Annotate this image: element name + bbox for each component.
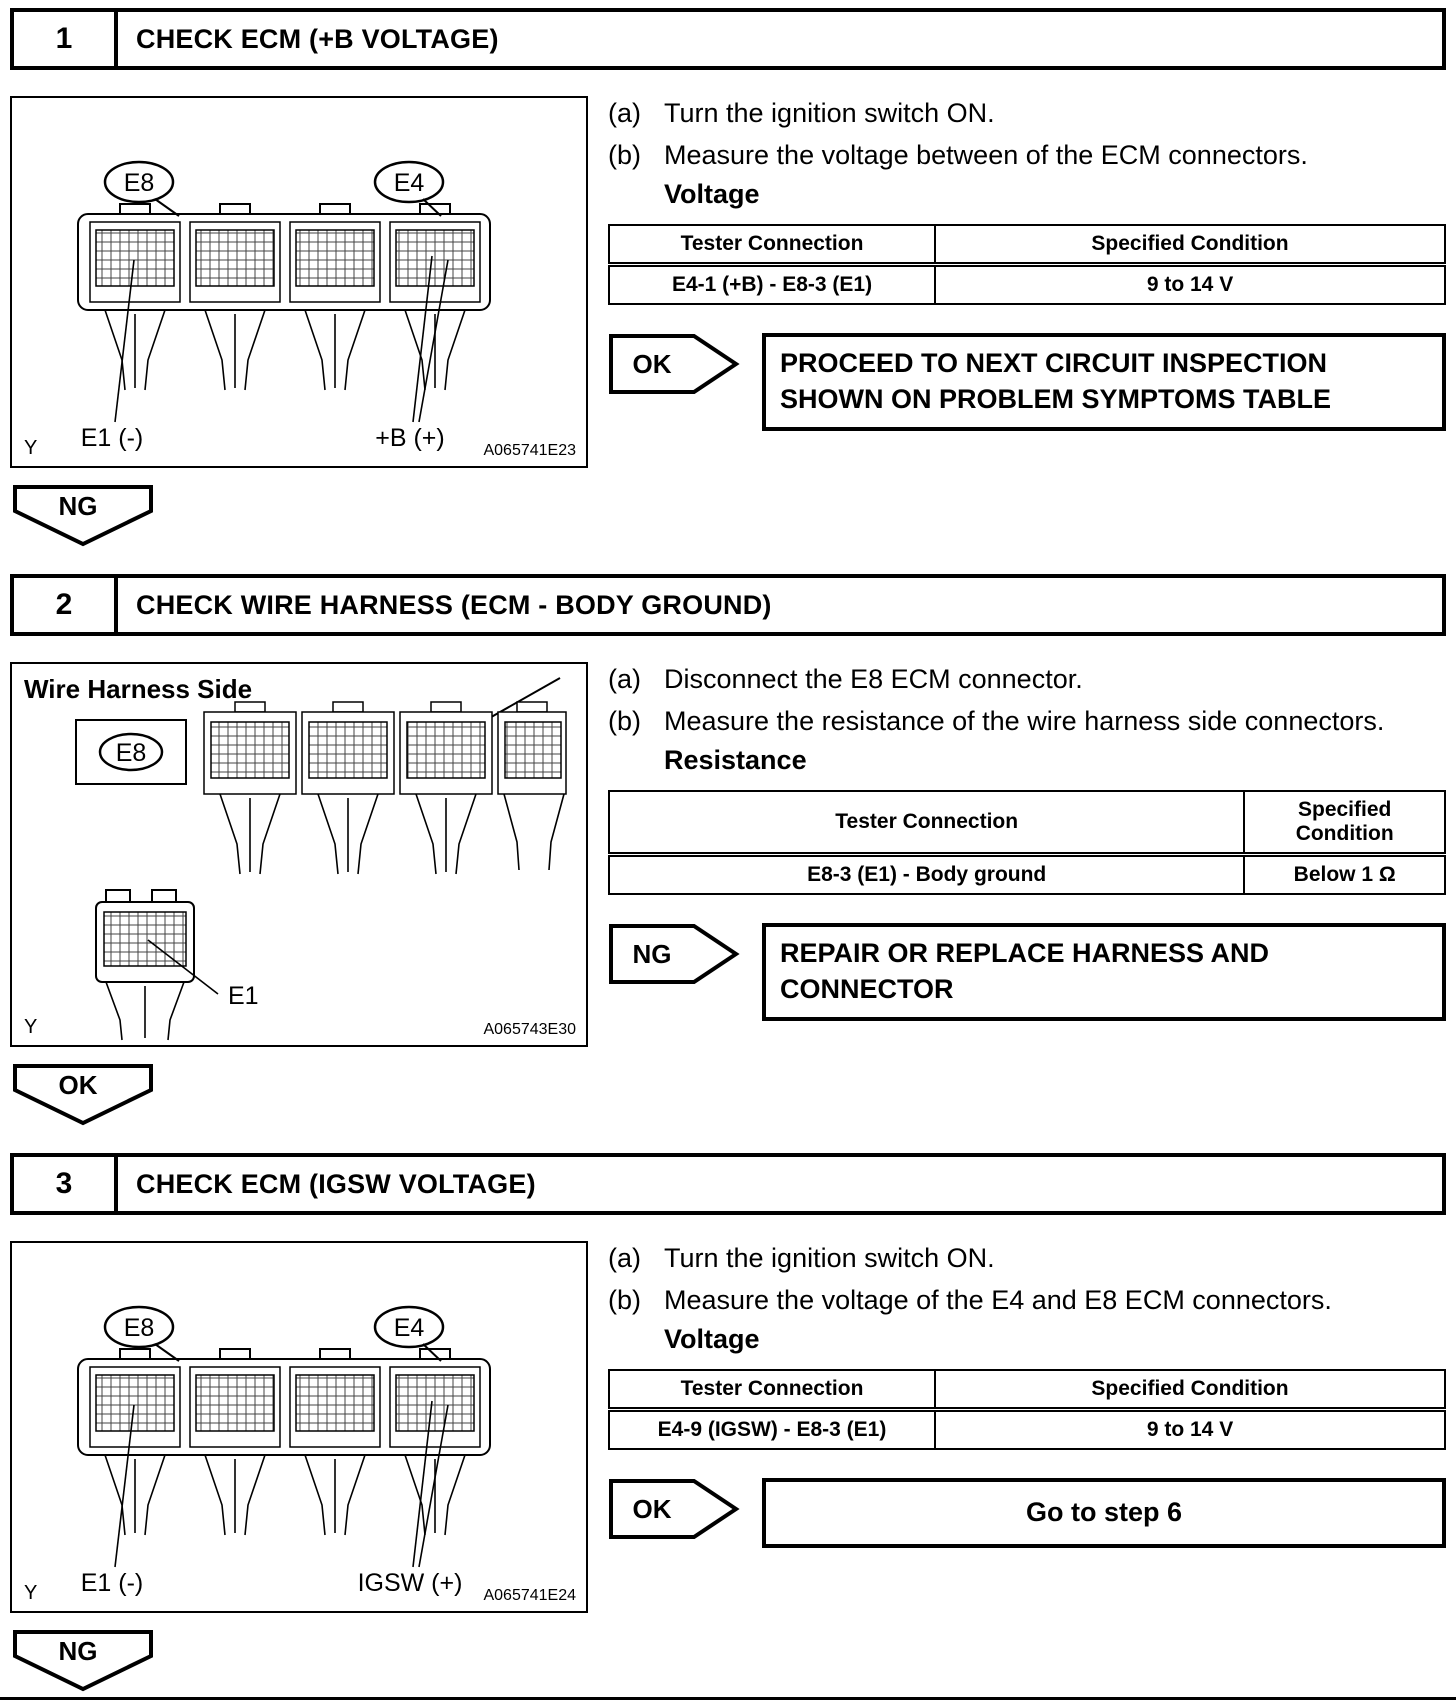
connector-label-e4: E4 [393,169,425,197]
flow-arrow-label: NG [58,491,98,521]
measure-label: Resistance [664,745,807,776]
connector-drawing [12,1243,586,1611]
step-number: 1 [14,12,118,66]
step-1-header [10,8,1446,70]
step-title: CHECK WIRE HARNESS (ECM - BODY GROUND) [136,589,772,620]
instruction-text: Turn the ignition switch ON. [664,98,995,128]
step-2-body [10,662,1446,1047]
result-action: PROCEED TO NEXT CIRCUIT INSPECTION SHOWN ON PROBLEM SYMPTOMS TABLE [762,333,1446,430]
connector-drawing [12,664,586,1045]
specified-condition-value: 9 to 14 V [935,1410,1445,1450]
figure-corner-label: Y [24,1016,38,1038]
figure-code: A065741E24 [483,1587,576,1604]
down-flow-arrow-ng [12,484,154,548]
connector-label-e8: E8 [115,739,147,767]
result-row [608,333,1446,430]
result-row [608,1478,1446,1548]
pin-label-e1: E1 [228,982,259,1010]
step-3-body [10,1241,1446,1613]
pin-label-plus-b: +B (+) [375,424,445,452]
instruction-letter: (b) [608,705,641,736]
result-row [608,923,1446,1020]
ng-arrow-tag [608,923,740,985]
ecm-connector-diagram [10,1241,588,1613]
step-1 [0,8,1456,548]
step-2 [0,574,1456,1127]
col-header-tester-connection: Tester Connection [609,791,1244,855]
wire-harness-diagram [10,662,588,1047]
step-title: CHECK ECM (+B VOLTAGE) [136,23,499,54]
page-bottom-rule [0,1697,1456,1700]
pin-label-e1: E1 (-) [80,1569,144,1597]
table-header-row [609,1370,1445,1410]
spec-table [608,1369,1446,1450]
spec-table [608,790,1446,895]
instruction-letter: (b) [608,139,641,170]
instruction-b [608,1283,1446,1319]
step-2-info [608,662,1446,1021]
instruction-text: Disconnect the E8 ECM connector. [664,664,1083,694]
table-row [609,1410,1445,1450]
ok-arrow-tag [608,333,740,395]
step-2-header [10,574,1446,636]
ok-arrow-tag [608,1478,740,1540]
step-3-header [10,1153,1446,1215]
connector-label-e8: E8 [123,1314,155,1342]
down-flow-arrow-ok [12,1063,154,1127]
instruction-letter: (b) [608,1284,641,1315]
pin-label-igsw: IGSW (+) [357,1569,463,1597]
result-tag-label: NG [632,939,672,970]
col-header-tester-connection: Tester Connection [609,1370,935,1410]
col-header-specified-condition: Specified Condition [1244,791,1445,855]
flow-arrow-label: NG [58,1636,98,1666]
step-1-info [608,96,1446,431]
measure-label: Voltage [664,1324,760,1355]
instruction-letter: (a) [608,664,641,694]
instruction-text: Measure the resistance of the wire harness side connectors. [664,705,1385,736]
step-3-info [608,1241,1446,1548]
result-tag-label: OK [632,349,672,380]
result-action: Go to step 6 [762,1478,1446,1548]
down-flow-arrow-ng [12,1629,154,1693]
step-number: 2 [14,578,118,632]
instruction-text: Measure the voltage between of the ECM connectors. [664,139,1308,170]
instruction-letter: (a) [608,98,641,128]
figure-corner-label: Y [24,437,38,459]
table-header-row [609,791,1445,855]
table-row [609,265,1445,305]
col-header-specified-condition: Specified Condition [935,1370,1445,1410]
specified-condition-value: Below 1 Ω [1244,855,1445,895]
step-title: CHECK ECM (IGSW VOLTAGE) [136,1168,536,1199]
measure-label: Voltage [664,179,760,210]
step-3 [0,1153,1456,1700]
table-header-row [609,225,1445,265]
instruction-text: Turn the ignition switch ON. [664,1243,995,1273]
result-action: REPAIR OR REPLACE HARNESS AND CONNECTOR [762,923,1446,1020]
tester-connection-value: E8-3 (E1) - Body ground [609,855,1244,895]
ecm-connector-diagram [10,96,588,468]
instruction-a [608,1241,1446,1277]
specified-condition-value: 9 to 14 V [935,265,1445,305]
instruction-letter: (a) [608,1243,641,1273]
spec-table [608,224,1446,305]
connector-drawing [12,98,586,466]
instruction-b [608,704,1446,740]
instruction-a [608,662,1446,698]
col-header-tester-connection: Tester Connection [609,225,935,265]
instruction-b [608,138,1446,174]
instruction-a [608,96,1446,132]
figure-corner-label: Y [24,1582,38,1604]
connector-label-e4: E4 [393,1314,425,1342]
figure-code: A065743E30 [483,1021,576,1038]
instruction-text: Measure the voltage of the E4 and E8 ECM connectors. [664,1284,1332,1315]
step-1-body [10,96,1446,468]
figure-code: A065741E23 [483,442,576,459]
tester-connection-value: E4-1 (+B) - E8-3 (E1) [609,265,935,305]
result-tag-label: OK [632,1494,672,1525]
connector-label-e8: E8 [123,169,155,197]
step-number: 3 [14,1157,118,1211]
diagram-heading: Wire Harness Side [24,674,253,704]
tester-connection-value: E4-9 (IGSW) - E8-3 (E1) [609,1410,935,1450]
pin-label-e1: E1 (-) [80,424,144,452]
col-header-specified-condition: Specified Condition [935,225,1445,265]
table-row [609,855,1445,895]
flow-arrow-label: OK [58,1070,98,1100]
